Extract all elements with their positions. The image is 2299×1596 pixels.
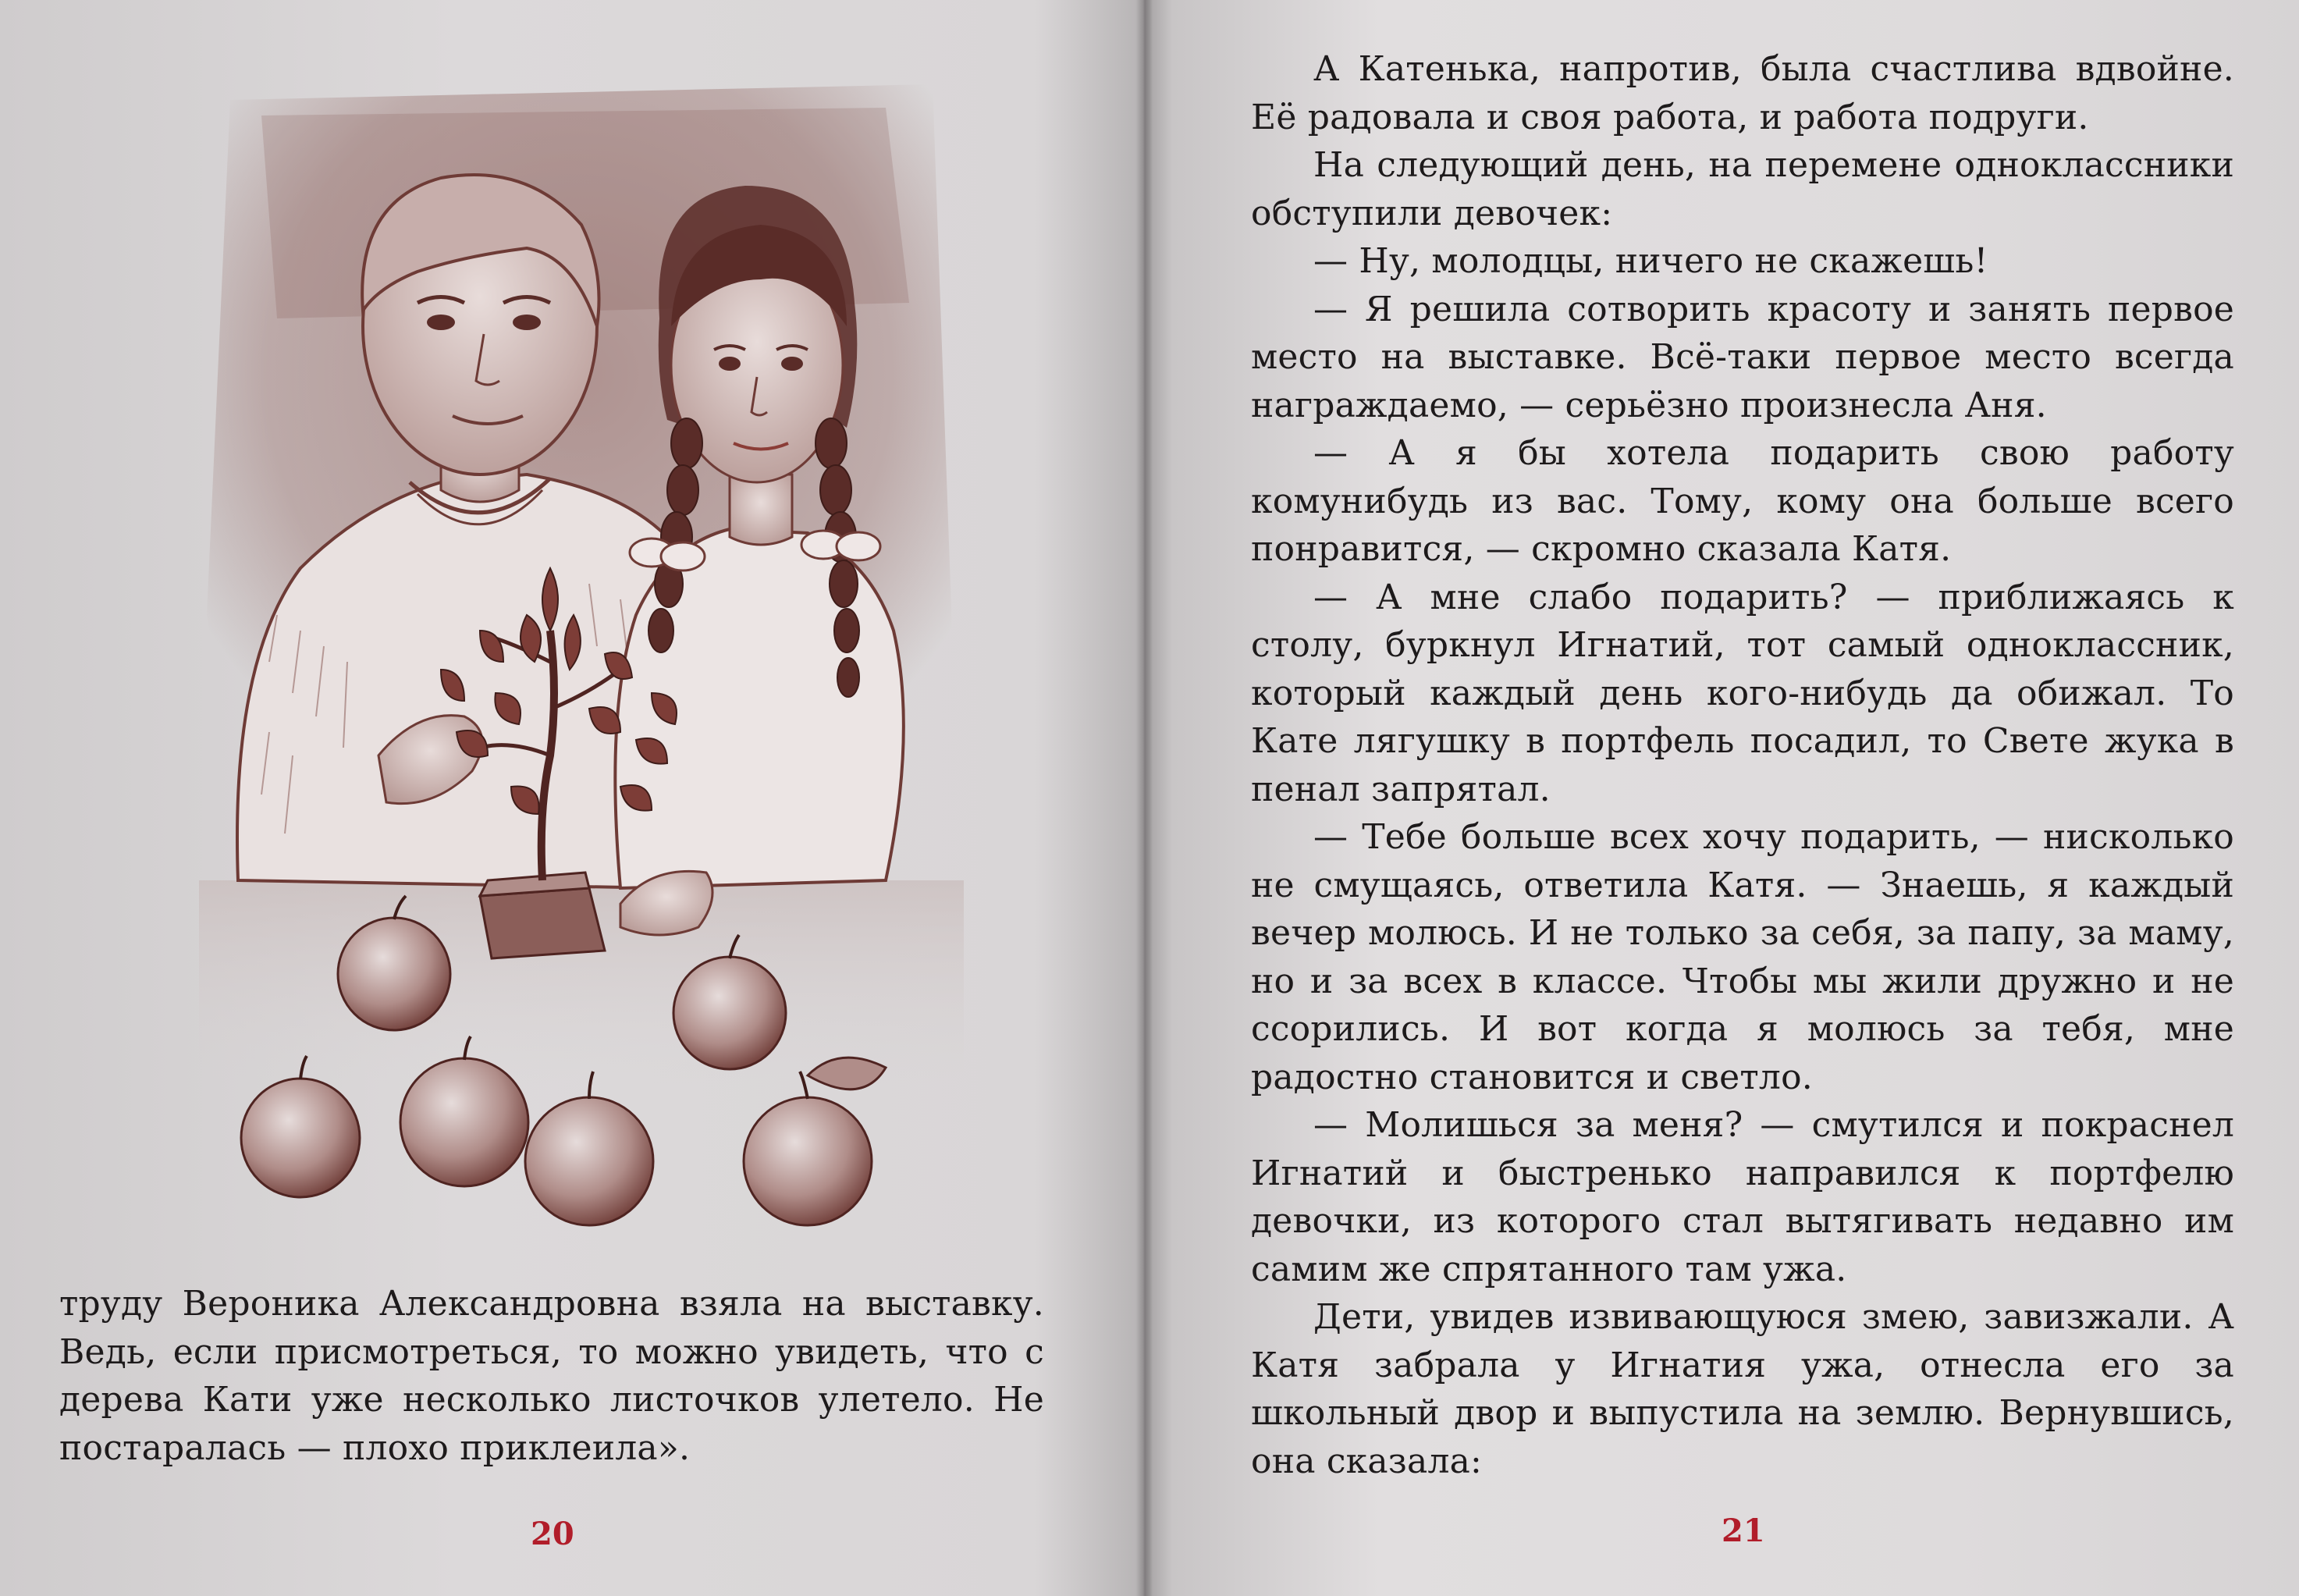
page-number-left: 20 xyxy=(531,1516,574,1552)
left-page-text xyxy=(59,1280,1044,1472)
paragraph: — Я решила сотворить красоту и занять первое место на выставке. Всё-таки первое место всегда награждаемо, — серьёзно произнесла Аня. xyxy=(1251,289,2234,425)
paragraph: труду Вероника Александровна взяла на выставку. Ведь, если присмотреться, то можно увидеть, что с дерева Кати уже несколько листочков улетело. Не постаралась — плохо приклеила». xyxy=(59,1284,1044,1468)
paragraph: — А я бы хотела подарить свою работу комунибудь из вас. Тому, кому она больше всего понравится, — скромно сказала Катя. xyxy=(1251,433,2234,569)
right-page-text xyxy=(1251,45,2234,1485)
paragraph: На следующий день, на перемене одноклассники обступили девочек: xyxy=(1251,145,2234,233)
paragraph: — Тебе больше всех хочу подарить, — нисколько не смущаясь, ответила Катя. — Знаешь, я каждый вечер молюсь. И не только за себя, за папу, за маму, но и за всех в классе. Чтобы мы жили дружно и не ссорились. И вот когда я молюсь за тебя, мне радостно становится и светло. xyxy=(1251,817,2234,1097)
right-page xyxy=(1146,0,2299,1596)
illustration-children-with-tree xyxy=(183,69,979,1255)
paragraph: — Ну, молодцы, ничего не скажешь! xyxy=(1313,241,1988,281)
page-number-right: 21 xyxy=(1722,1512,1765,1549)
paragraph: А Катенька, напротив, была счастлива вдвойне. Её радовала и своя работа, и работа подруги. xyxy=(1251,49,2234,137)
left-page xyxy=(0,0,1141,1596)
paragraph: Дети, увидев извивающуюся змею, завизжали. А Катя забрала у Игнатия ужа, отнесла его за школьный двор и выпустила на землю. Вернувшись, она сказала: xyxy=(1251,1297,2234,1481)
paragraph: — Молишься за меня? — смутился и покраснел Игнатий и быстренько направился к портфелю девочки, из которого стал вытягивать недавно им самим же спрятанного там ужа. xyxy=(1251,1105,2234,1289)
paragraph: — А мне слабо подарить? — приближаясь к столу, буркнул Игнатий, тот самый одноклассник, который каждый день кого-нибудь да обижал. То Кате лягушку в портфель посадил, то Свете жука в пенал запрятал. xyxy=(1251,577,2234,809)
